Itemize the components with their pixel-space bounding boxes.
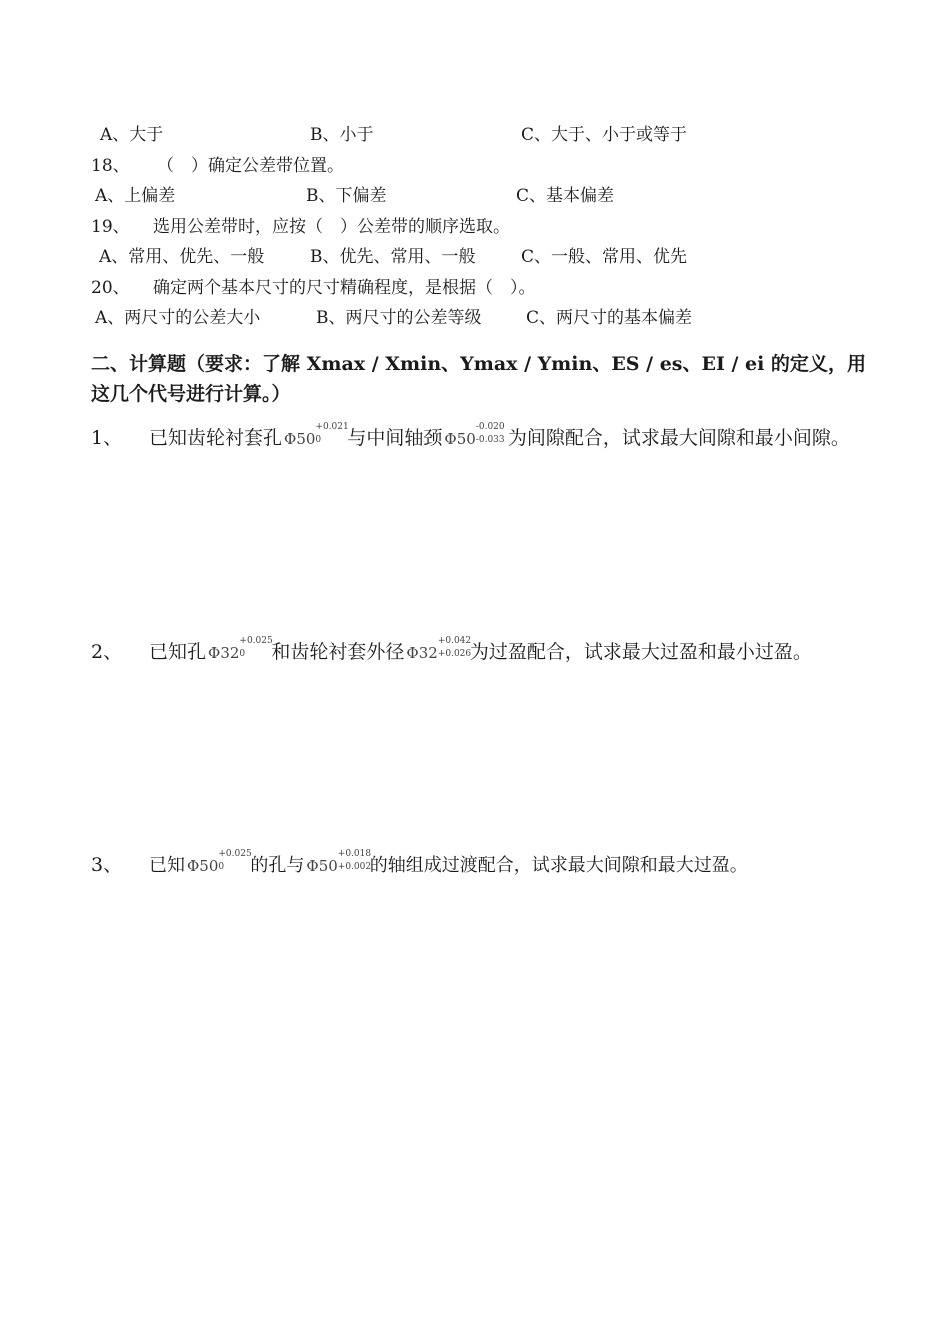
- text-segment: 已知孔: [149, 641, 207, 663]
- tolerance-base: Φ32: [406, 644, 438, 662]
- q20-option-b: B、两尺寸的公差等级: [316, 308, 482, 328]
- tolerance-base: Φ50: [187, 857, 219, 875]
- question-text: （ ）确定公差带位置。: [157, 156, 345, 176]
- question-number: 18、: [91, 156, 130, 176]
- tolerance-hole: [284, 422, 349, 456]
- lower-deviation: +0.002: [337, 862, 372, 872]
- question-number: 20、: [91, 278, 130, 298]
- lower-deviation: 0: [218, 862, 225, 872]
- text-segment: 的孔与: [250, 855, 305, 876]
- tolerance-base: Φ32: [208, 644, 240, 662]
- question-20: [91, 277, 536, 299]
- tolerance-hole: [208, 636, 273, 670]
- tolerance-shaft: [444, 424, 505, 456]
- tolerance-base: Φ50: [444, 430, 476, 448]
- question-number: 1、: [91, 427, 123, 449]
- question-text: 确定两个基本尺寸的尺寸精确程度，是根据（ ）。: [153, 278, 536, 298]
- upper-deviation: +0.025: [218, 849, 252, 859]
- text-segment: 与中间轴颈: [347, 427, 443, 449]
- question-19: [91, 216, 510, 238]
- tolerance-base: Φ50: [306, 857, 338, 875]
- question-text: 选用公差带时，应按（ ）公差带的顺序选取。: [153, 217, 511, 237]
- tolerance-hole: [187, 849, 252, 883]
- q19-option-c: C、一般、常用、优先: [521, 247, 688, 267]
- question-number: 3、: [91, 854, 123, 876]
- q17-option-b: B、小于: [310, 125, 374, 145]
- question-body: [149, 637, 864, 670]
- tolerance-shaft: [406, 636, 472, 670]
- text-segment: 的轴组成过渡配合，试求最大间隙和最大过盈。: [369, 855, 748, 876]
- q18-option-c: C、基本偏差: [516, 186, 615, 206]
- question-body: [149, 423, 864, 456]
- upper-deviation: +0.042: [437, 636, 472, 646]
- question-number: 2、: [91, 641, 123, 663]
- q17-option-c: C、大于、小于或等于: [521, 125, 688, 145]
- upper-deviation: +0.018: [337, 849, 372, 859]
- text-segment: 为间隙配合，试求最大间隙和最小间隙。: [507, 427, 850, 449]
- upper-deviation: +0.025: [239, 636, 273, 646]
- text-segment: 已知: [149, 855, 185, 876]
- tolerance-shaft: [306, 849, 372, 883]
- question-body: [149, 850, 909, 883]
- upper-deviation: +0.021: [315, 422, 349, 432]
- section-heading: 二、计算题（要求：了解 Xmax / Xmin、Ymax / Ymin、ES / es、EI / ei 的定义，用这几个代号进行计算。）: [91, 353, 866, 405]
- question-18: [91, 155, 344, 177]
- tolerance-base: Φ50: [284, 430, 316, 448]
- lower-deviation: -0.033: [475, 435, 505, 445]
- upper-deviation: -0.020: [475, 422, 505, 432]
- lower-deviation: 0: [315, 435, 322, 445]
- text-segment: 已知齿轮衬套孔: [149, 427, 283, 449]
- q20-option-c: C、两尺寸的基本偏差: [526, 308, 693, 328]
- question-number: 19、: [91, 217, 130, 237]
- lower-deviation: +0.026: [437, 649, 472, 659]
- q18-option-b: B、下偏差: [306, 186, 387, 206]
- text-segment: 为过盈配合，试求最大过盈和最小过盈。: [469, 641, 812, 663]
- text-segment: 和齿轮衬套外径: [271, 641, 405, 663]
- lower-deviation: 0: [239, 649, 246, 659]
- q17-option-a: A、大于: [100, 125, 164, 145]
- q19-option-a: A、常用、优先、一般: [99, 247, 265, 267]
- q20-option-a: A、两尺寸的公差大小: [95, 308, 261, 328]
- q19-option-b: B、优先、常用、一般: [310, 247, 476, 267]
- q18-option-a: A、上偏差: [95, 186, 176, 206]
